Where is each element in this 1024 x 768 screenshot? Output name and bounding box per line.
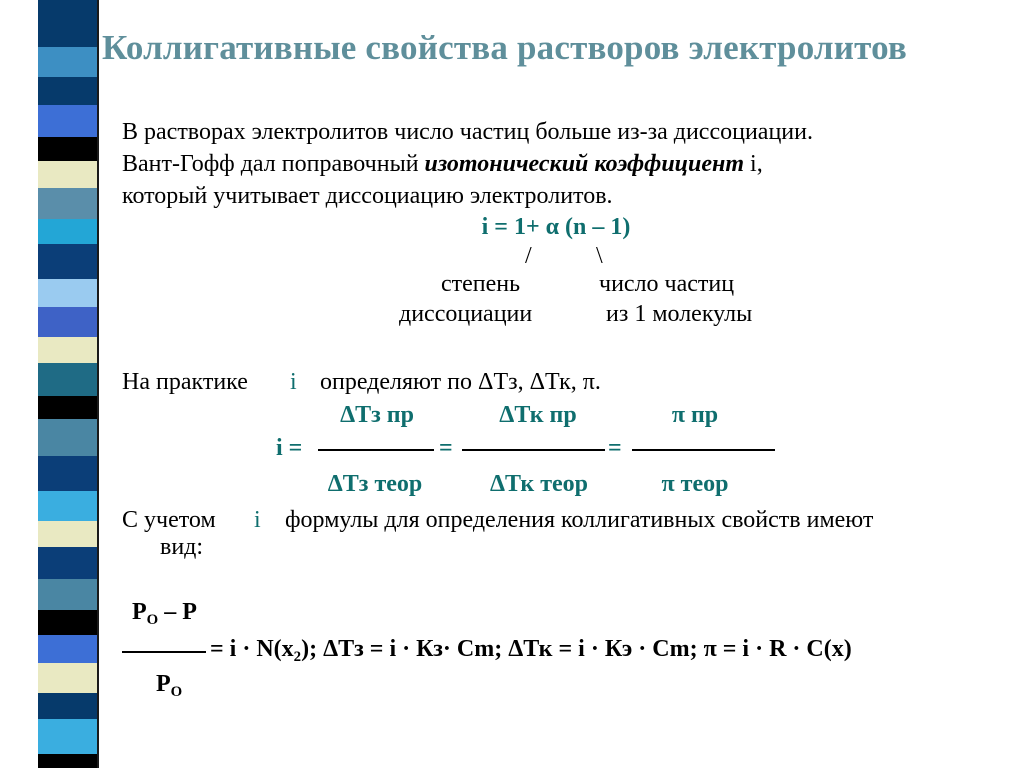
stripe-segment [38,547,98,580]
with-i-suffix: формулы для определения коллигативных свойств имеют [285,507,874,533]
final-denominator [156,671,183,701]
final-numerator [132,599,197,629]
ratio-num-osmotic: π пр [671,402,719,428]
stripe-segment [38,363,98,396]
stripe-segment [38,279,98,307]
ratio-line-3 [632,449,775,451]
stripe-segment [38,219,98,245]
stripe-segment [38,693,98,719]
ratio-eq-2: = [608,435,622,461]
stripe-segment [38,307,98,337]
label-particle-count: число частиц [599,271,735,297]
final-rhs-a: = i · N(x [210,636,294,662]
final-rhs [210,636,852,666]
with-i-symbol: i [254,507,261,533]
stripe-segment [38,77,98,105]
stripe-segment [38,161,98,189]
slide-title: Коллигативные свойства растворов электролитов [102,28,907,67]
ratio-lhs: i = [276,435,303,461]
intro-line-3: который учитывает диссоциацию электролитов. [122,183,613,209]
stripe-segment [38,579,98,609]
final-num-tail: – P [158,599,197,625]
stripe-segment [38,754,98,768]
final-rhs-b: ); ΔТз = i · Кз· Cm; ΔТк = i · Кэ · Cm; π = i · R · C(x) [301,636,852,662]
stripe-segment [38,396,98,419]
final-fraction-line [122,651,206,653]
with-i-continuation: вид: [160,534,204,560]
stripe-segment [38,663,98,693]
intro-line-2 [122,152,763,176]
stripe-segment [38,419,98,456]
formula-slash-left: / [525,243,532,269]
practice-prefix: На практике [122,369,248,395]
label-from-one-molecule: из 1 молекулы [606,301,753,327]
isotonic-coefficient-term: изотонический коэффициент [424,151,745,177]
vant-hoff-formula: i = 1+ α (n – 1) [481,214,631,240]
practice-suffix: определяют по ΔТз, ΔТк, π. [320,369,601,395]
ratio-den-freezing: ΔТз теор [327,471,423,497]
label-degree: степень [441,271,521,297]
stripe-segment [38,521,98,547]
practice-symbol: i [290,369,297,395]
stripe-segment [38,337,98,363]
intro-line-2-symbol: i, [744,151,763,177]
stripe-segment [38,47,98,77]
intro-line-1: В растворах электролитов число частиц больше из-за диссоциации. [122,119,813,145]
formula-slash-right: \ [596,243,603,269]
stripe-segment [38,610,98,636]
ratio-den-boiling: ΔТк теор [489,471,589,497]
ratio-den-osmotic: π теор [661,471,729,497]
ratio-eq-1: = [439,435,453,461]
ratio-num-boiling: ΔТк пр [499,402,577,428]
ratio-line-1 [318,449,434,451]
stripe-segment [38,456,98,491]
stripe-segment [38,105,98,138]
stripe-segment [38,244,98,279]
with-i-prefix: С учетом [122,507,216,533]
intro-line-2-prefix: Вант-Гофф дал поправочный [122,151,425,177]
stripe-segment [38,719,98,754]
stripe-segment [38,491,98,521]
final-num-p: P [132,599,147,625]
stripe-divider [97,0,99,768]
label-dissociation: диссоциации [399,301,533,327]
ratio-line-2 [462,449,605,451]
stripe-segment [38,137,98,160]
stripe-segment [38,188,98,218]
final-den-p: P [156,671,171,697]
stripe-segment [38,635,98,663]
stripe-segment [38,0,98,47]
final-den-sub: O [170,684,183,701]
ratio-num-freezing: ΔТз пр [340,402,414,428]
final-rhs-sub: 2 [293,649,302,666]
decorative-stripe [38,0,98,768]
final-num-sub: O [146,612,159,629]
